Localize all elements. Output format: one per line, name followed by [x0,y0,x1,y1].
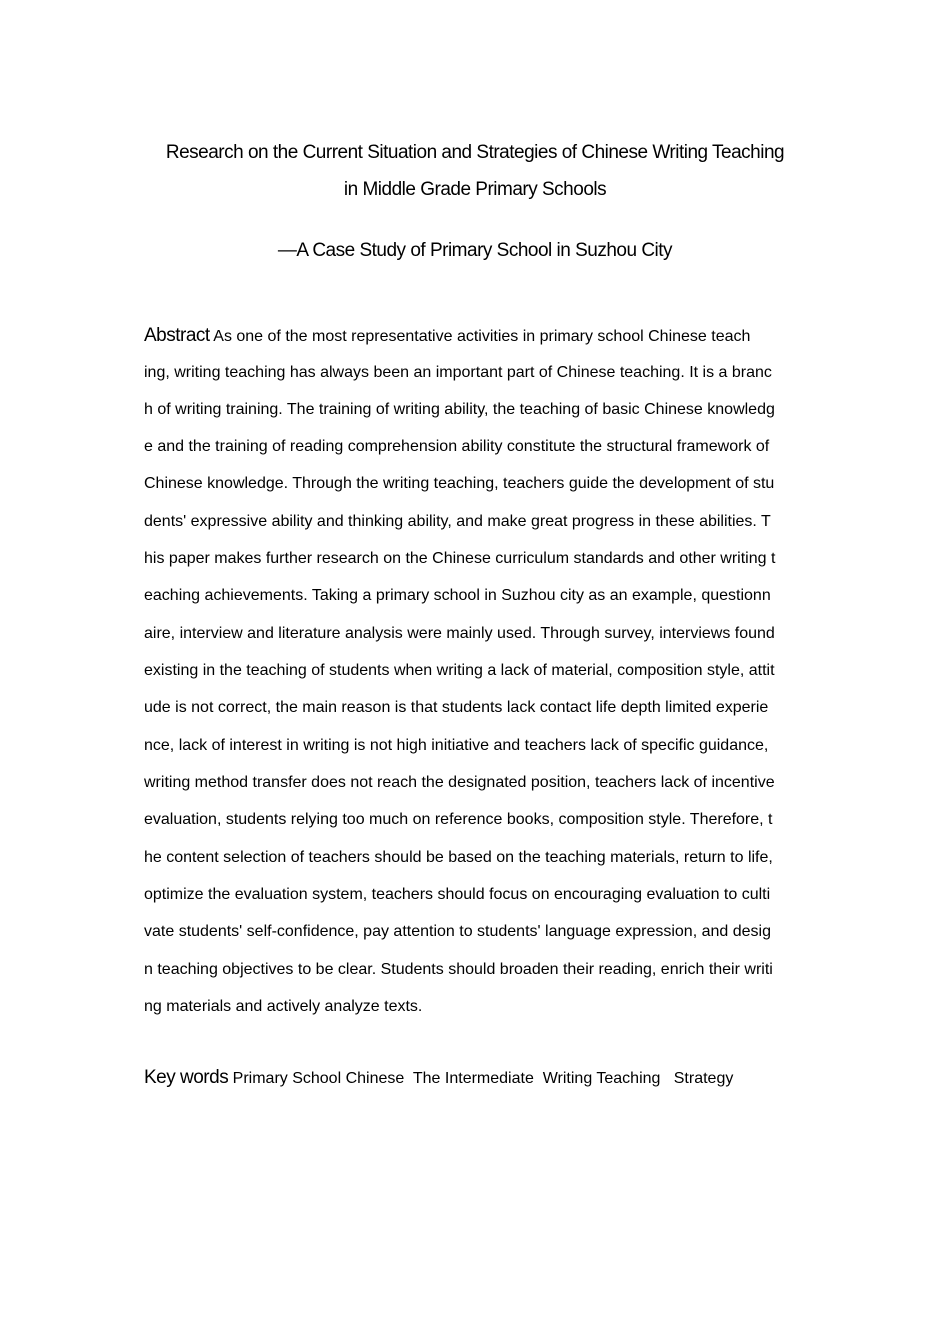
abstract-line: h of writing training. The training of writing ability, the teaching of basic Chinese knowledg [144,401,775,418]
abstract-line: vate students' self-confidence, pay attention to students' language expression, and desig [144,923,771,940]
abstract-text: As one of the most representative activities in primary school Chinese teach [213,328,751,345]
abstract-heading: Abstract [144,325,210,346]
abstract-line: ude is not correct, the main reason is that students lack contact life depth limited experie [144,699,769,716]
abstract-line: optimize the evaluation system, teachers should focus on encouraging evaluation to culti [144,886,771,903]
abstract-line: dents' expressive ability and thinking ability, and make great progress in these abilities. T [144,513,771,530]
paper-subtitle: —A Case Study of Primary School in Suzhou City [277,240,673,261]
keywords-heading: Key words [144,1067,229,1088]
keywords-text: Primary School Chinese The Intermediate Writing Teaching Strategy [232,1070,734,1087]
abstract-line [144,321,750,351]
keywords-line [144,1063,733,1094]
abstract-line: eaching achievements. Taking a primary school in Suzhou city as an example, questionn [144,587,771,604]
abstract-line: aire, interview and literature analysis were mainly used. Through survey, interviews found [144,625,775,642]
abstract-line: he content selection of teachers should be based on the teaching materials, return to life, [144,849,773,866]
paper-title-line-2: in Middle Grade Primary Schools [343,179,607,200]
abstract-line: e and the training of reading comprehension ability constitute the structural framework of [144,438,770,455]
abstract-line: n teaching objectives to be clear. Students should broaden their reading, enrich their writi [144,961,773,978]
abstract-line: nce, lack of interest in writing is not high initiative and teachers lack of specific guidance, [144,737,769,754]
abstract-line: ing, writing teaching has always been an important part of Chinese teaching. It is a branc [144,364,772,381]
abstract-line: Chinese knowledge. Through the writing teaching, teachers guide the development of stu [144,475,775,492]
abstract-line: ng materials and actively analyze texts. [144,998,423,1015]
abstract-line: existing in the teaching of students when writing a lack of material, composition style, attit [144,662,775,679]
paper-title-line-1: Research on the Current Situation and Strategies of Chinese Writing Teaching [165,142,785,163]
abstract-line: writing method transfer does not reach the designated position, teachers lack of incentive [144,774,775,791]
abstract-line: his paper makes further research on the Chinese curriculum standards and other writing t [144,550,776,567]
abstract-line: evaluation, students relying too much on reference books, composition style. Therefore, t [144,811,773,828]
